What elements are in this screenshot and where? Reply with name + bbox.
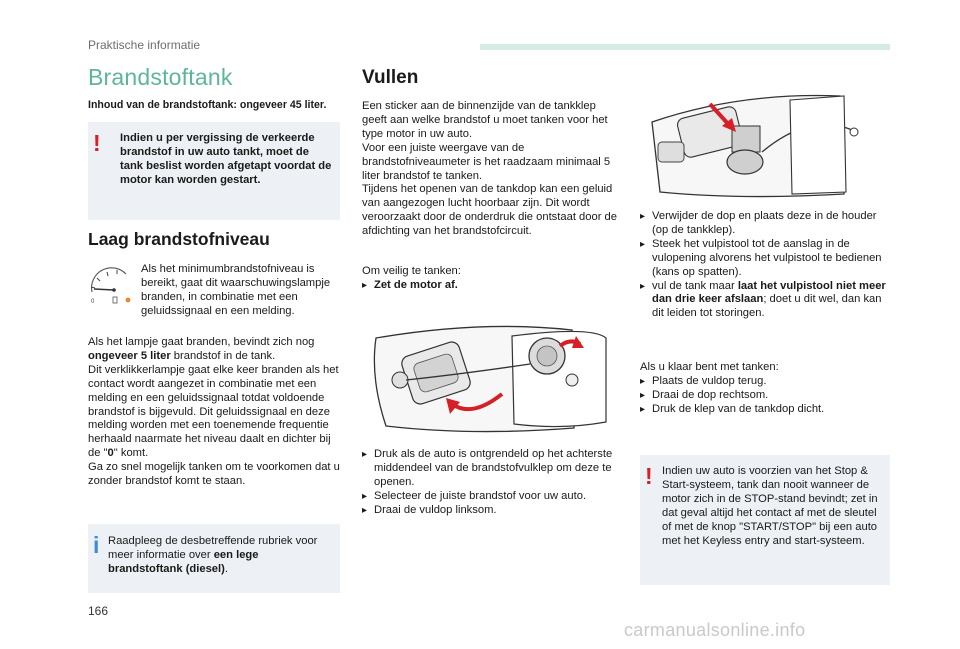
safety-block xyxy=(362,265,617,293)
warning-box-fuel xyxy=(88,122,340,220)
warning-icon: ! xyxy=(645,463,653,489)
filling-paragraph-3: Tijdens het openen van de tankdop kan een geluid van aangezogen lucht hoorbaar zijn. Dit wordt veroorzaakt door de onderdruk die ontstaat door de afdichting van het brandstofcircuit. xyxy=(362,183,617,238)
low-level-paragraph-3: Ga zo snel mogelijk tanken om te voorkomen dat u zonder brandstof komt te staan. xyxy=(88,461,340,488)
warning-icon: ! xyxy=(93,130,101,156)
filling-paragraph-2: Voor een juiste weergave van de brandstofniveaumeter is het raadzaam minimaal 5 liter brandstof te tanken. xyxy=(362,141,611,182)
warning-text: Indien u per vergissing de verkeerde brandstof in uw auto tankt, moet de tank beslist worden afgetapt voordat de motor kan worden gestart. xyxy=(120,132,332,186)
safety-step: ▸ Zet de motor af. xyxy=(362,279,617,293)
gauge-description: Als het minimumbrandstofniveau is bereikt, gaat dit waarschuwingslampje branden, in combinatie met een geluidssignaal en een melding. xyxy=(141,263,331,317)
low-level-body xyxy=(88,336,343,489)
svg-text:0: 0 xyxy=(91,299,95,305)
info-icon: i xyxy=(93,532,100,558)
refuel-step-1: ▸ Verwijder de dop en plaats deze in de houder (op de tankklep). xyxy=(640,210,890,238)
filling-heading: Vullen xyxy=(362,67,419,88)
low-level-paragraph-2: Dit verklikkerlampje gaat elke keer branden als het contact wordt aangezet in combinatie met een melding en een geluidssignaal totdat voldoende brandstof is bijgevuld. Dit geluidssignaal en deze melding worden met een toenemende frequentie herhaald naarmate het niveau daalt en dichter bij de "0" komt. xyxy=(88,363,339,460)
stop-start-text: Indien uw auto is voorzien van het Stop & Start-systeem, tank dan nooit wanneer de motor zich in de STOP-stand bevindt; zet in dat geval altijd het contact af met de sleutel of met de knop "START/STOP" bij een auto met het Keyless entry and start-systeem. xyxy=(662,465,878,547)
low-level-heading: Laag brandstofniveau xyxy=(88,229,270,249)
warning-box-stop-start xyxy=(640,455,890,585)
safety-intro: Om veilig te tanken: xyxy=(362,265,461,277)
page-title: Brandstoftank xyxy=(88,64,233,90)
low-level-paragraph-1: Als het lampje gaat branden, bevindt zich nog ongeveer 5 liter brandstof in de tank. xyxy=(88,336,315,362)
finish-block xyxy=(640,361,890,417)
finish-step-1: ▸ Plaats de vuldop terug. xyxy=(640,375,890,389)
refuel-step-3: ▸ vul de tank maar laat het vulpistool niet meer dan drie keer afslaan; doet u dit wel, dan kan dit leiden tot storingen. xyxy=(640,280,890,322)
fuel-cap-removal-illustration xyxy=(640,82,885,204)
filling-intro xyxy=(362,100,617,239)
finish-intro: Als u klaar bent met tanken: xyxy=(640,361,779,373)
filling-paragraph-1: Een sticker aan de binnenzijde van de tankklep geeft aan welke brandstof u moet tanken voor het type motor in uw auto. xyxy=(362,100,608,140)
fuel-gauge-icon xyxy=(86,266,136,310)
header-accent-bar xyxy=(480,44,890,50)
opening-steps xyxy=(362,448,617,518)
opening-step-3: ▸ Draai de vuldop linksom. xyxy=(362,504,617,518)
page-number: 166 xyxy=(88,604,109,618)
refuel-steps xyxy=(640,210,890,321)
finish-step-3: ▸ Druk de klep van de tankdop dicht. xyxy=(640,403,890,417)
refuel-step-2: ▸ Steek het vulpistool tot de aanslag in de vulopening alvorens het vulpistool te bedienen (kans op spatten). xyxy=(640,238,890,280)
section-label: Praktische informatie xyxy=(88,38,201,52)
info-text: Raadpleeg de desbetreffende rubriek voor meer informatie over een lege brandstoftank (diesel). xyxy=(108,535,318,575)
info-box-empty-tank xyxy=(88,524,340,593)
opening-step-1: ▸ Druk als de auto is ontgrendeld op het achterste middendeel van de brandstofvulklep om deze te openen. xyxy=(362,448,617,490)
finish-step-2: ▸ Draai de dop rechtsom. xyxy=(640,389,890,403)
watermark: carmanualsonline.info xyxy=(624,620,806,640)
opening-step-2: ▸ Selecteer de juiste brandstof voor uw auto. xyxy=(362,490,617,504)
fuel-flap-open-illustration xyxy=(362,318,617,438)
capacity-note: Inhoud van de brandstoftank: ongeveer 45 liter. xyxy=(88,99,327,111)
